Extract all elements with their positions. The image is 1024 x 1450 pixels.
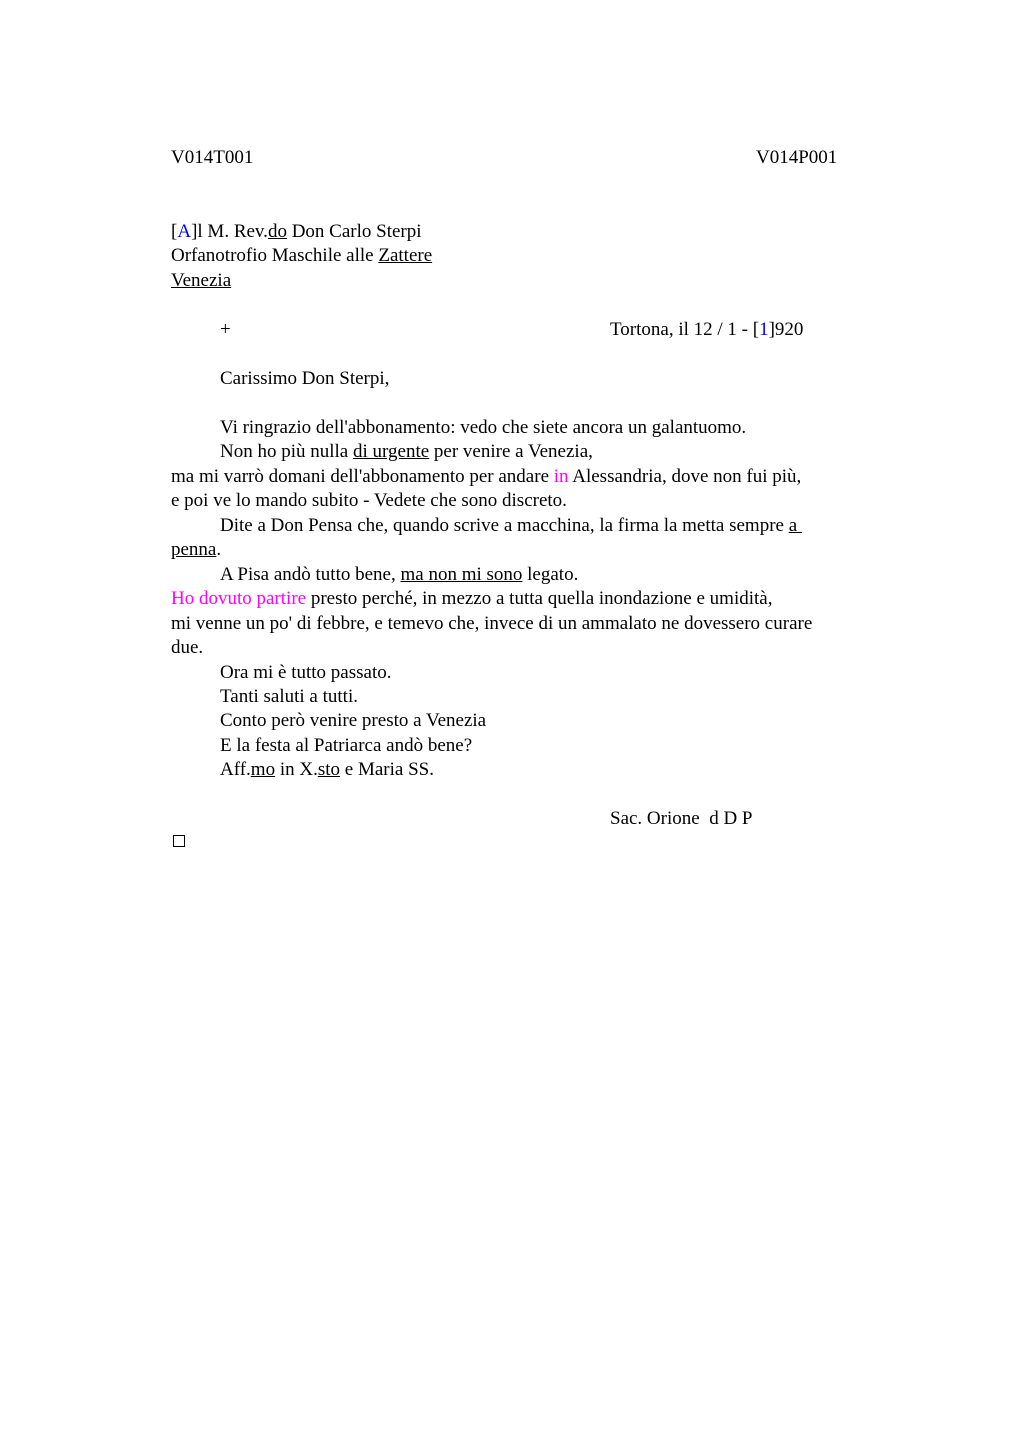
address-place: Zattere xyxy=(378,245,433,266)
address-name: Don Carlo Sterpi xyxy=(286,221,422,242)
body-line: mi venne un po' di febbre, e temevo che, invece di un ammalato ne dovessero curare xyxy=(171,613,813,634)
underlined-text: di urgente xyxy=(353,441,430,462)
body-line: Tanti saluti a tutti. xyxy=(220,686,358,707)
body-line xyxy=(171,587,772,611)
body-line xyxy=(171,465,801,489)
underlined-text: ma non mi sono xyxy=(400,564,523,585)
body-text: Dite a Don Pensa che, quando scrive a macchina, la firma la metta sempre xyxy=(220,515,789,536)
body-text: Alessandria, dove non fui più, xyxy=(568,466,802,487)
body-text: presto perché, in mezzo a tutta quella inondazione e umidità, xyxy=(306,588,773,609)
body-text: A Pisa andò tutto bene, xyxy=(220,564,401,585)
underlined-text: a xyxy=(788,515,802,536)
dateline-bracket-digit: 1 xyxy=(759,319,769,340)
address-line-3 xyxy=(171,269,231,293)
address-city: Venezia xyxy=(171,270,232,291)
underlined-text: mo xyxy=(250,759,276,780)
underlined-text: sto xyxy=(317,759,341,780)
bracket-close: ] xyxy=(191,221,198,242)
document-code-left: V014T001 xyxy=(171,147,254,168)
body-line: Conto però venire presto a Venezia xyxy=(220,710,487,731)
body-line xyxy=(171,538,221,562)
closing-line xyxy=(220,758,434,782)
end-marker-box-icon xyxy=(173,835,185,847)
address-institution: Orfanotrofio Maschile alle xyxy=(171,245,379,266)
highlighted-text: Ho dovuto partire xyxy=(171,588,307,609)
body-line: E la festa al Patriarca andò bene? xyxy=(220,735,473,756)
address-text: l M. Rev. xyxy=(197,221,268,242)
dateline-year: ]920 xyxy=(768,319,804,340)
underlined-text: penna xyxy=(171,539,217,560)
bracket-open: [ xyxy=(171,221,178,242)
body-text: . xyxy=(216,539,222,560)
body-text: Aff. xyxy=(220,759,251,780)
body-text: per venire a Venezia, xyxy=(429,441,593,462)
body-line: e poi ve lo mando subito - Vedete che sono discreto. xyxy=(171,490,567,511)
address-line-1 xyxy=(171,220,422,244)
body-text: e Maria SS. xyxy=(340,759,434,780)
body-line xyxy=(220,514,802,538)
body-text: legato. xyxy=(522,564,579,585)
body-text: in X. xyxy=(275,759,318,780)
cross-symbol: + xyxy=(220,319,231,340)
body-text: Non ho più nulla xyxy=(220,441,353,462)
body-line: due. xyxy=(171,637,204,658)
address-line-2 xyxy=(171,244,432,268)
abbreviation-superscript: do xyxy=(267,221,287,242)
bracket-letter: A xyxy=(177,221,192,242)
body-line xyxy=(220,563,578,587)
document-code-right: V014P001 xyxy=(756,147,838,168)
body-line: Ora mi è tutto passato. xyxy=(220,662,392,683)
body-text: ma mi varrò domani dell'abbonamento per andare xyxy=(171,466,554,487)
body-line xyxy=(220,440,593,464)
dateline-text: Tortona, il 12 / 1 - [ xyxy=(610,319,760,340)
dateline xyxy=(610,318,803,342)
body-line: Vi ringrazio dell'abbonamento: vedo che siete ancora un galantuomo. xyxy=(220,417,747,438)
signature: Sac. Orione d D P xyxy=(610,808,753,829)
greeting: Carissimo Don Sterpi, xyxy=(220,368,390,389)
highlighted-text: in xyxy=(553,466,569,487)
